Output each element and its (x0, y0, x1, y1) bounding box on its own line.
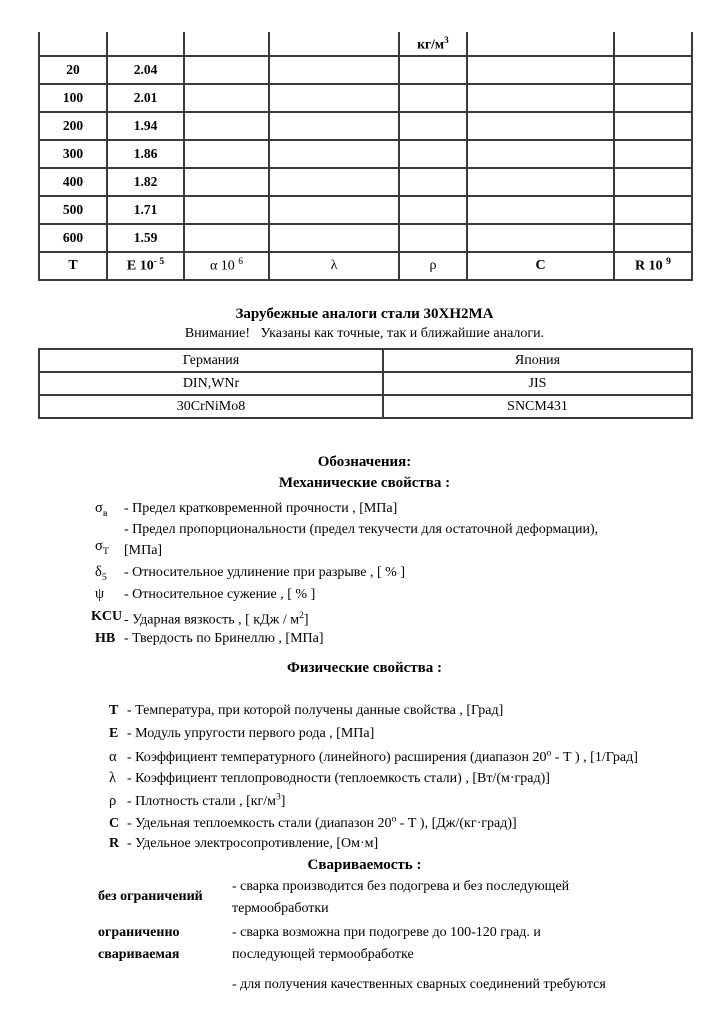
header-row (39, 252, 692, 280)
empty-cell (467, 32, 614, 56)
grade-germany: 30CrNiMo8 (39, 395, 383, 418)
temperature-cell: 20 (39, 56, 107, 84)
empty-cell (184, 224, 269, 252)
empty-cell (399, 140, 467, 168)
definition: - Относительное сужение , [ % ] (124, 587, 316, 602)
empty-cell (184, 168, 269, 196)
empty-cell (614, 112, 692, 140)
header-e: E $10^{- 5}$ (107, 252, 184, 280)
temperature-cell: 300 (39, 140, 107, 168)
definition: - Ударная вязкость , [ кДж / $м^2$] (124, 611, 309, 628)
weldability-definition: - сварка возможна при подогреве до 100-120 град. и последующей термообработке (232, 925, 541, 962)
empty-cell (107, 32, 184, 56)
empty-cell (614, 168, 692, 196)
header-r: R 10 $^9$ (614, 252, 692, 280)
table-row (39, 56, 692, 84)
empty-cell (614, 84, 692, 112)
empty-cell (269, 84, 399, 112)
definition: - Удельное электросопротивление, [Ом·м] (127, 836, 379, 851)
temperature-cell: 200 (39, 112, 107, 140)
header-lambda: λ (269, 252, 399, 280)
empty-cell (399, 196, 467, 224)
analogs-note: Внимание! Указаны как точные, так и ближайшие аналоги. (184, 326, 545, 341)
definition: - Предел кратковременной прочности , [МПа] (124, 501, 398, 516)
weldability-title: Свариваемость : (307, 857, 422, 873)
temperature-cell: 500 (39, 196, 107, 224)
symbol-sigma-t: $\sigma_Т$ (95, 538, 109, 557)
empty-cell (399, 112, 467, 140)
empty-cell (467, 196, 614, 224)
table-row (39, 372, 692, 395)
empty-cell (467, 168, 614, 196)
symbol-r: R (109, 836, 120, 851)
empty-cell (614, 196, 692, 224)
temperature-cell: 100 (39, 84, 107, 112)
empty-cell (184, 56, 269, 84)
header-c: C (467, 252, 614, 280)
e-modulus-cell: 1.71 (107, 196, 184, 224)
country-germany: Германия (39, 349, 383, 372)
empty-cell (269, 140, 399, 168)
temperature-cell: 600 (39, 224, 107, 252)
empty-cell (269, 32, 399, 56)
empty-cell (399, 224, 467, 252)
definition: - Температура, при которой получены данные свойства , [Град] (127, 703, 504, 718)
analogs-header-row (39, 349, 692, 372)
empty-cell (467, 224, 614, 252)
weldability-definition: - сварка производится без подогрева и без последующей термообработки (232, 879, 570, 916)
definition: - Удельная теплоемкость стали (диапазон $20^о$ - Т ), [Дж/(кг·град)] (127, 814, 517, 831)
table-row (39, 224, 692, 252)
definition: - Твердость по Бринеллю , [МПа] (124, 631, 324, 646)
e-modulus-cell: 1.86 (107, 140, 184, 168)
analogs-title: Зарубежные аналоги стали 30ХН2МА (235, 306, 494, 322)
temperature-cell: 400 (39, 168, 107, 196)
empty-cell (269, 168, 399, 196)
definition: - Модуль упругости первого рода , [МПа] (127, 726, 375, 741)
empty-cell (399, 84, 467, 112)
empty-cell (399, 168, 467, 196)
weldability-term: без ограничений (98, 889, 203, 904)
symbol-e: E (109, 726, 119, 741)
e-modulus-cell: 1.82 (107, 168, 184, 196)
e-modulus-cell: 2.01 (107, 84, 184, 112)
definition: - Коэффициент теплопроводности (теплоемкость стали) , [Вт/(м·град)] (127, 771, 550, 786)
weldability-definition: - для получения качественных сварных соединений требуются (232, 977, 606, 992)
symbol-lambda: λ (109, 770, 117, 786)
symbol-delta-5: $\delta_5$ (95, 564, 107, 583)
empty-cell (467, 140, 614, 168)
empty-cell (184, 84, 269, 112)
density-unit-cell: $кг/м^3$ (399, 32, 467, 56)
mechanical-title: Механические свойства : (278, 475, 451, 491)
empty-cell (184, 140, 269, 168)
symbol-alpha: α (109, 748, 117, 765)
empty-cell (614, 140, 692, 168)
empty-cell (269, 224, 399, 252)
table-row (39, 395, 692, 418)
empty-cell (269, 56, 399, 84)
empty-cell (269, 196, 399, 224)
unit-row (39, 32, 692, 56)
empty-cell (399, 56, 467, 84)
definition: - Плотность стали , $[кг/м^3]$ (127, 792, 286, 809)
empty-cell (614, 32, 692, 56)
table-row (39, 168, 692, 196)
symbol-c: C (109, 815, 120, 831)
e-modulus-cell: 2.04 (107, 56, 184, 84)
table-row (39, 112, 692, 140)
symbol-sigma-v: $\sigma_в$ (95, 500, 108, 519)
country-japan: Япония (383, 349, 692, 372)
table-row (39, 140, 692, 168)
empty-cell (467, 112, 614, 140)
standard-germany: DIN,WNr (39, 372, 383, 395)
empty-cell (184, 196, 269, 224)
weldability-term: ограниченно свариваемая (98, 925, 180, 962)
physical-title: Физические свойства : (286, 660, 443, 676)
header-t: T (39, 252, 107, 280)
standard-japan: JIS (383, 372, 692, 395)
empty-cell (184, 112, 269, 140)
symbol-t: T (109, 703, 119, 718)
empty-cell (467, 84, 614, 112)
empty-cell (184, 32, 269, 56)
symbol-rho: ρ (109, 792, 117, 809)
definition: - Коэффициент температурного (линейного) расширения (диапазон $20^о$ - Т ) , [1/Град] (127, 748, 638, 765)
designations-title: Обозначения: (317, 454, 412, 470)
symbol-kcu: KCU (91, 609, 123, 624)
table-row (39, 84, 692, 112)
analogs-table (38, 348, 693, 419)
empty-cell (467, 56, 614, 84)
physical-properties-table (38, 32, 693, 281)
symbol-psi: ψ (95, 586, 105, 602)
e-modulus-cell: 1.59 (107, 224, 184, 252)
empty-cell (269, 112, 399, 140)
header-rho: ρ (399, 252, 467, 280)
definition: - Относительное удлинение при разрыве , [ % ] (124, 565, 406, 580)
header-alpha: α 10 $^6$ (184, 252, 269, 280)
table-row (39, 196, 692, 224)
empty-cell (614, 224, 692, 252)
symbol-hb: HB (95, 631, 116, 646)
grade-japan: SNCM431 (383, 395, 692, 418)
e-modulus-cell: 1.94 (107, 112, 184, 140)
empty-cell (614, 56, 692, 84)
empty-cell (39, 32, 107, 56)
definition: - Предел пропорциональности (предел текучести для остаточной деформации), [МПа] (124, 522, 599, 558)
